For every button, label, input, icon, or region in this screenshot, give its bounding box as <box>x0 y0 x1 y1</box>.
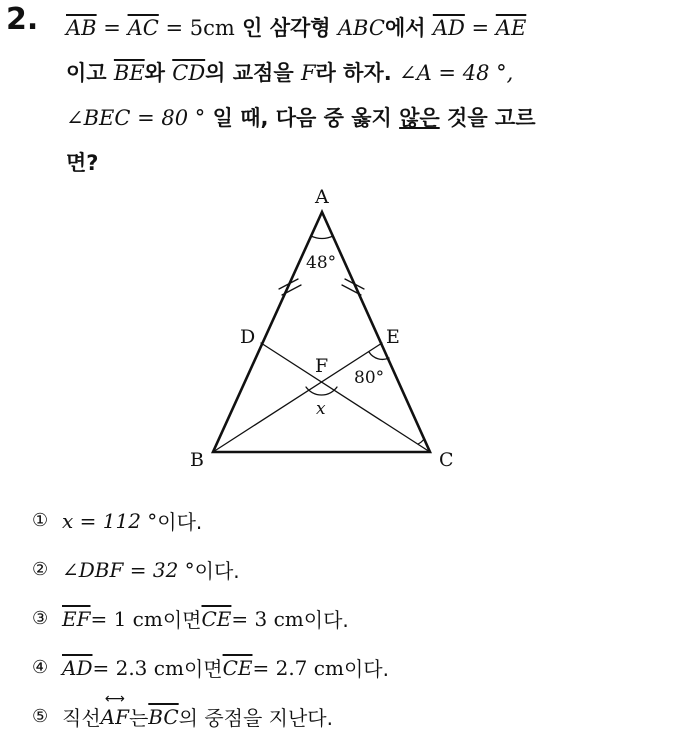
line-af <box>100 690 129 729</box>
option-text: 는 <box>128 706 149 730</box>
segment-ae: $\overline{AE}$ <box>495 16 527 40</box>
vertex-label-b: B <box>190 449 204 471</box>
stem-line-1 <box>66 6 666 51</box>
point-f: F <box>300 61 316 85</box>
point-label-f: F <box>315 355 329 377</box>
option-2[interactable] <box>32 545 652 594</box>
option-text: 이다. <box>157 510 203 534</box>
stem-line-3 <box>66 96 666 141</box>
vertex-label-a: A <box>315 186 329 208</box>
segment-ad: $\overline{AD}$ <box>432 16 465 40</box>
triangle-name: ABC <box>337 16 385 40</box>
segment-ac: $\overline{AC}$ <box>127 16 159 40</box>
stem-text: 라 하자. <box>315 61 399 85</box>
length-value: = 5 <box>158 16 204 40</box>
option-math: = 2.3 cm <box>92 655 184 680</box>
tick-mark-ad <box>279 279 298 289</box>
option-text: 이다. <box>343 657 389 681</box>
option-text: 직선 <box>62 706 101 730</box>
angle-bec-arc <box>369 352 389 359</box>
angle-a-arc <box>311 236 333 238</box>
option-text: 이면 <box>162 608 202 632</box>
length-unit: cm <box>203 16 235 40</box>
option-math: x = 112 ° <box>62 508 158 533</box>
option-text: 이다. <box>194 559 240 583</box>
equals-sign: = <box>464 16 496 40</box>
stem-text: 면? <box>66 151 99 175</box>
stem-text: 에서 <box>384 16 433 40</box>
option-4[interactable] <box>32 643 652 692</box>
stem-text: 인 삼각형 <box>234 16 338 40</box>
option-3[interactable] <box>32 594 652 643</box>
segment-cd-line <box>261 343 430 452</box>
question-number: 2. <box>6 2 39 37</box>
tick-mark-ae <box>342 285 361 295</box>
segment-ce: $\overline{CE}$ <box>201 606 232 631</box>
underlined-text: 않은 <box>399 106 440 130</box>
stem-line-4 <box>66 141 666 186</box>
stem-line-2 <box>66 51 666 96</box>
option-text: 이다. <box>303 608 349 632</box>
angle-c-arc <box>418 439 424 444</box>
segment-ab: $\overline{AB}$ <box>66 16 97 40</box>
option-number: ④ <box>32 657 49 678</box>
option-number: ③ <box>32 608 49 629</box>
angle-bec-condition: ∠BEC = 80 ° <box>66 106 206 130</box>
stem-text: 이고 <box>66 61 114 85</box>
option-5[interactable] <box>32 692 652 741</box>
angle-x-arc <box>306 387 337 395</box>
equals-sign: = <box>96 16 128 40</box>
option-text: 의 중점을 지난다. <box>178 706 333 730</box>
option-number: ② <box>32 559 49 580</box>
tick-mark-ae <box>345 279 364 289</box>
point-label-e: E <box>386 326 400 348</box>
stem-text: 와 <box>144 61 173 85</box>
angle-a-condition: ∠A = 48 °, <box>399 61 514 85</box>
option-math: ∠DBF = 32 ° <box>62 557 195 582</box>
question-stem <box>66 6 666 186</box>
segment-ad: $\overline{AD}$ <box>62 655 93 680</box>
triangle-abc <box>213 212 430 452</box>
vertex-label-c: C <box>439 449 454 471</box>
segment-cd: $\overline{CD}$ <box>172 61 206 85</box>
segment-be: $\overline{BE}$ <box>113 61 145 85</box>
segment-af: AF <box>100 704 129 729</box>
stem-text: 의 교점을 <box>205 61 301 85</box>
option-math: = 3 cm <box>231 606 304 631</box>
double-arrow-icon: ⟷ <box>104 690 125 707</box>
stem-text: 일 때, 다음 중 옳지 <box>205 106 400 130</box>
option-math: = 2.7 cm <box>252 655 344 680</box>
segment-ef: $\overline{EF}$ <box>62 606 91 631</box>
angle-bec-label: 80° <box>354 368 385 388</box>
segment-ce: $\overline{CE}$ <box>222 655 253 680</box>
segment-bc: $\overline{BC}$ <box>148 704 179 729</box>
option-number: ⑤ <box>32 706 49 727</box>
option-text: 이면 <box>183 657 223 681</box>
angle-x-label: x <box>316 399 326 419</box>
tick-mark-ad <box>282 285 301 295</box>
answer-options <box>32 496 652 741</box>
segment-be-line <box>213 343 385 452</box>
option-math: = 1 cm <box>90 606 163 631</box>
angle-a-label: 48° <box>306 253 337 273</box>
point-label-d: D <box>240 326 256 348</box>
option-number: ① <box>32 510 49 531</box>
stem-text: 것을 고르 <box>439 106 536 130</box>
option-1[interactable] <box>32 496 652 545</box>
